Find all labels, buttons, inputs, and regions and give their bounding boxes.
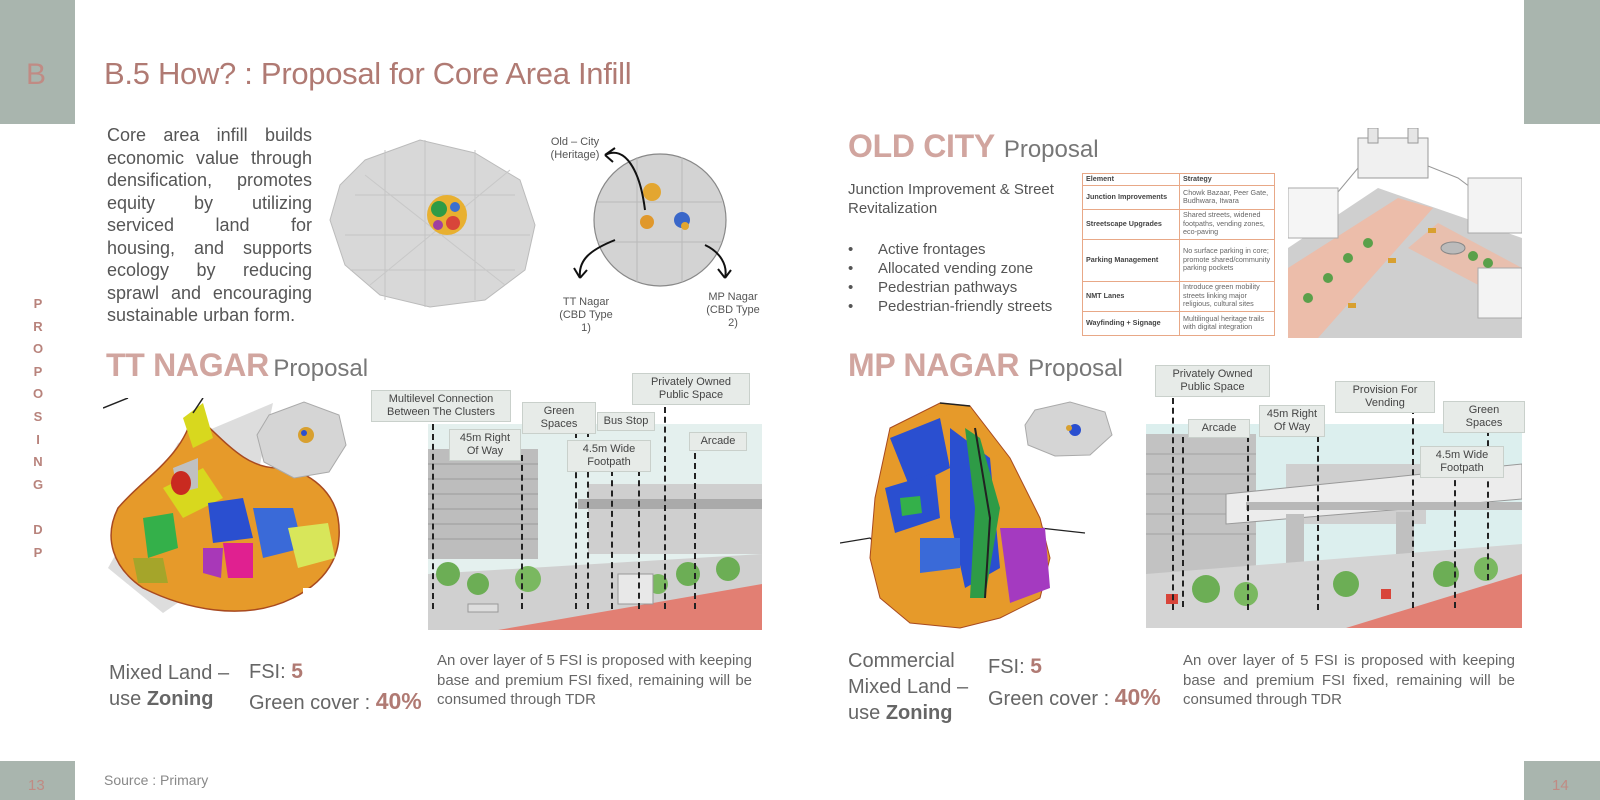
tt-nagar-description: An over layer of 5 FSI is proposed with keeping base and premium FSI fixed, remaining will be consumed through TDR <box>437 652 752 708</box>
callout-45m-row: 45m Right Of Way <box>449 429 521 461</box>
list-item: • Pedestrian pathways <box>848 278 1052 297</box>
page-number-left: 13 <box>28 777 45 794</box>
callout-line <box>432 424 434 609</box>
old-city-heading: OLD CITY Proposal <box>848 128 1099 164</box>
callout-footpath: 4.5m Wide Footpath <box>567 440 651 472</box>
table-row: Wayfinding + Signage Multilingual heritage trails with digital integration <box>1083 311 1275 335</box>
callout-pops: Privately Owned Public Space <box>632 373 750 405</box>
callout-line <box>1454 470 1456 608</box>
old-city-bullets <box>848 240 1052 316</box>
callout-line <box>521 455 523 609</box>
callout-45m-row: 45m Right Of Way <box>1259 405 1325 437</box>
callout-bus-stop: Bus Stop <box>597 412 655 431</box>
callout-line <box>1182 437 1184 607</box>
tt-nagar-key-map <box>254 400 349 480</box>
mp-nagar-description: An over layer of 5 FSI is proposed with keeping base and premium FSI fixed, remaining will be consumed through TDR <box>1183 652 1515 708</box>
callout-vending: Provision For Vending <box>1335 381 1435 413</box>
zoom-arrows <box>560 140 750 290</box>
mp-nagar-fsi: FSI: 5 <box>988 655 1042 678</box>
callout-green-spaces: Green Spaces <box>1443 401 1525 433</box>
table-row: Junction Improvements Chowk Bazaar, Peer Gate, Budhwara, Itwara <box>1083 185 1275 209</box>
page-number-right: 14 <box>1552 777 1569 794</box>
mp-nagar-zoning: Commercial Mixed Land – use Zoning <box>848 650 969 724</box>
list-item: • Allocated vending zone <box>848 259 1052 278</box>
mp-nagar-key-map <box>1020 400 1115 458</box>
callout-line <box>1317 436 1319 610</box>
vertical-proposing-dp-label: P R O P O S I N G D P <box>32 296 44 560</box>
callout-footpath: 4.5m Wide Footpath <box>1420 446 1504 478</box>
table-row: Parking Management No surface parking in core; promote shared/community parking pockets <box>1083 239 1275 281</box>
tt-nagar-zoning: Mixed Land – use Zoning <box>109 662 230 710</box>
section-letter: B <box>26 58 47 91</box>
intro-paragraph: Core area infill builds economic value through densification, promotes equity by utilizing serviced land for housing, and supports ecology by reducing sprawl and encouraging sustainable urban form. <box>107 125 312 325</box>
label-mp-nagar: MP Nagar (CBD Type 2) <box>706 291 760 329</box>
callout-green-spaces: Green Spaces <box>522 402 596 434</box>
table-row: NMT Lanes Introduce green mobility streets linking major religious, cultural sites <box>1083 281 1275 311</box>
callout-line <box>638 470 640 609</box>
mp-nagar-green-cover: Green cover : 40% <box>988 684 1161 710</box>
page-title: B.5 How? : Proposal for Core Area Infill <box>104 56 632 91</box>
old-city-intro: Junction Improvement & Street Revitalization <box>848 181 1054 217</box>
right-section-tab <box>1524 0 1600 124</box>
callout-line <box>611 470 613 609</box>
callout-line <box>664 407 666 609</box>
old-city-strategy-table <box>1082 173 1275 336</box>
tt-nagar-fsi: FSI: 5 <box>249 660 303 683</box>
table-header-row: Element Strategy <box>1083 174 1275 186</box>
callout-multilevel-connection: Multilevel Connection Between The Clusters <box>371 390 511 422</box>
old-city-street-rendering <box>1288 128 1522 338</box>
list-item: • Active frontages <box>848 240 1052 259</box>
callout-arcade: Arcade <box>1188 419 1250 438</box>
callout-line <box>1412 408 1414 608</box>
tt-nagar-green-cover: Green cover : 40% <box>249 688 422 714</box>
label-tt-nagar: TT Nagar (CBD Type 1) <box>559 296 613 334</box>
callout-line <box>1247 436 1249 610</box>
callout-line <box>1172 398 1174 610</box>
callout-arcade: Arcade <box>689 432 747 451</box>
source-note: Source : Primary <box>104 772 209 788</box>
callout-line <box>694 453 696 609</box>
label-old-city: Old – City (Heritage) <box>550 136 600 161</box>
table-row: Streetscape Upgrades Shared streets, widened footpaths, vending zones, eco-paving <box>1083 209 1275 239</box>
mp-nagar-heading: MP NAGAR Proposal <box>848 347 1123 383</box>
callout-pops: Privately Owned Public Space <box>1155 365 1270 397</box>
tt-nagar-heading: TT NAGAR Proposal <box>106 347 369 383</box>
list-item: • Pedestrian-friendly streets <box>848 297 1052 316</box>
bhopal-city-map <box>325 135 540 310</box>
